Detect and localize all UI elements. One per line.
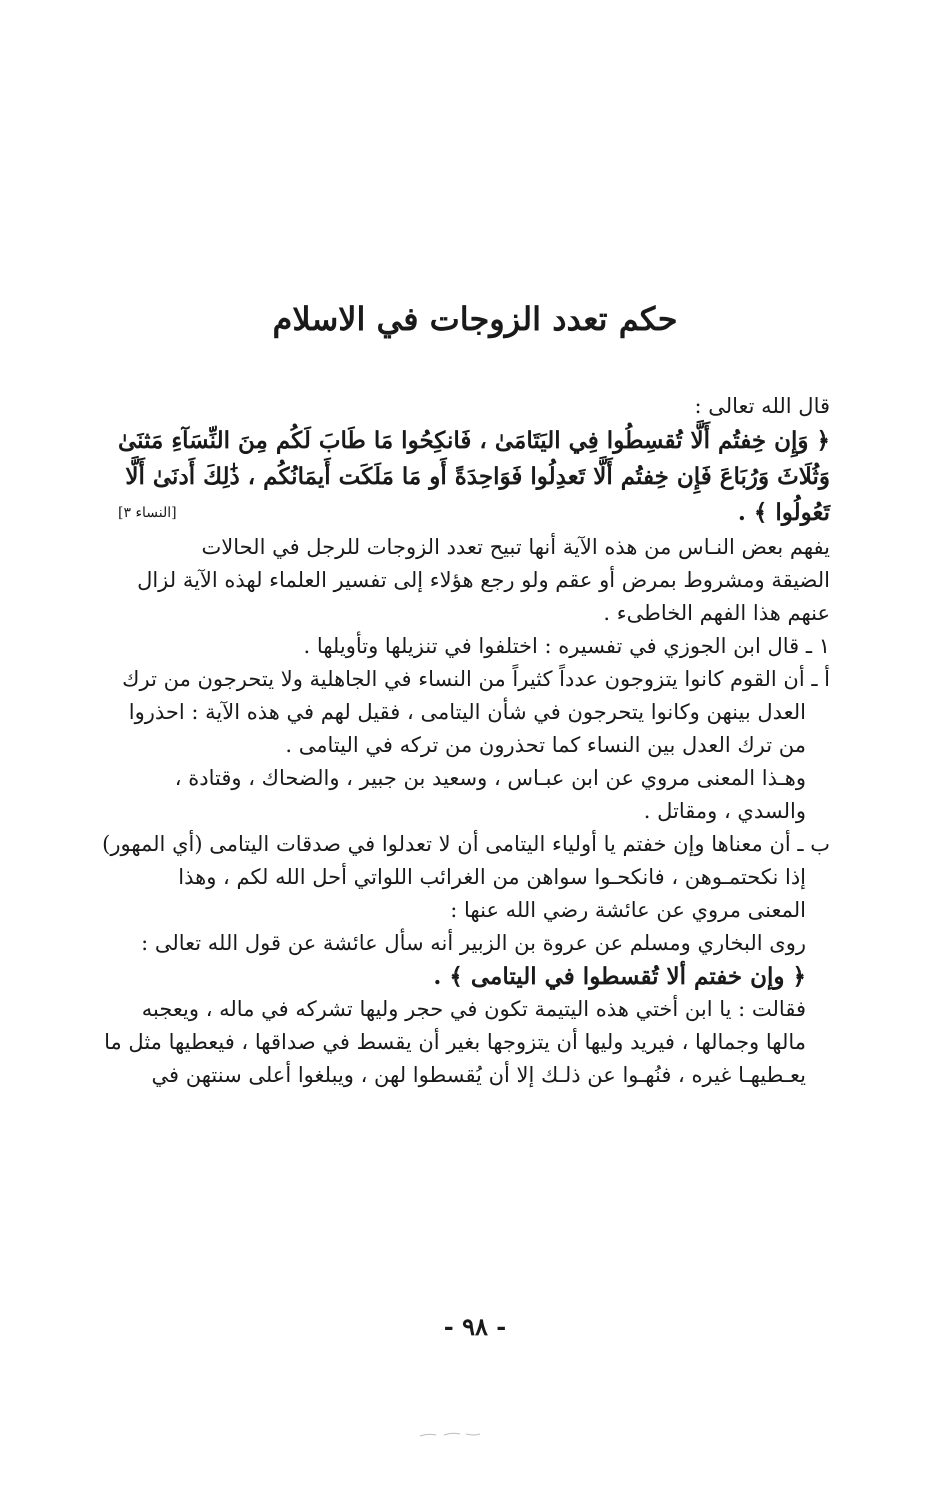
paragraph1-line-2: الضيقة ومشروط بمرض أو عقم ولو رجع هؤلاء إلى تفسير العلماء لهذه الآية لزال (137, 568, 830, 592)
page-body (102, 390, 830, 1092)
intro-line: قال الله تعالى : (694, 394, 830, 418)
verse2-line: ﴿ وإن خفتم ألا تُقسطوا في اليتامى ﴾ . (433, 963, 806, 990)
page-number: - ٩٨ - (443, 1312, 507, 1341)
paragraph1-line-3: عنهم هذا الفهم الخاطىء . (603, 601, 830, 625)
point-b-line-3: المعنى مروي عن عائشة رضي الله عنها : (450, 898, 806, 922)
point-b-line-4: روى البخاري ومسلم عن عروة بن الزبير أنه سأل عائشة عن قول الله تعالى : (141, 931, 806, 955)
page-title: حكم تعدد الزوجات في الاسلام (272, 300, 678, 338)
verse-reference: [النساء ٣] (118, 505, 177, 521)
verse-line-2: وَثُلَاثَ وَرُبَاعَ فَإِن خِفتُم أَلَّا تَعدِلُوا فَوَاحِدَةً أَو مَا مَلَكَت أَيمَانُكُم ، ذَٰلِكَ أَدنَىٰ أَلَّا (125, 463, 830, 490)
verse-ending: تَعُولُوا ﴾ . (737, 499, 830, 526)
aisha-line-1: فقالت : يا ابن أختي هذه اليتيمة تكون في حجر وليها تشركه في ماله ، ويعجبه (141, 997, 806, 1021)
point-a-line-3: من ترك العدل بين النساء كما تحذرون من تركه في اليتامى . (285, 733, 806, 757)
paragraph1-line-1: يفهم بعض النـاس من هذه الآية أنها تبيح تعدد الزوجات للرجل في الحالات (201, 535, 830, 559)
verse-line-1: ﴿ وَإِن خِفتُم أَلَّا تُقسِطُوا فِي اليَتَامَىٰ ، فَانكِحُوا مَا طَابَ لَكُم مِنَ النِّسَآءِ مَثنَىٰ (117, 427, 830, 454)
scan-smudge (418, 1432, 482, 1438)
point-a-line-5: والسدي ، ومقاتل . (643, 799, 806, 823)
point-a-line-2: العدل بينهن وكانوا يتحرجون في شأن اليتامى ، فقيل لهم في هذه الآية : احذروا (128, 700, 806, 724)
verse-line-3 (118, 495, 830, 531)
point-a-line-1: أ ـ أن القوم كانوا يتزوجون عدداً كثيراً من النساء في الجاهلية ولا يتحرجون من ترك (122, 667, 830, 691)
aisha-line-2: مالها وجمالها ، فيريد وليها أن يتزوجها بغير أن يقسط في صداقها ، فيعطيها مثل ما (104, 1030, 806, 1054)
point-a-line-4: وهـذا المعنى مروي عن ابن عبـاس ، وسعيد بن جبير ، والضحاك ، وقتادة ، (174, 766, 806, 790)
point-b-line-1: ب ـ أن معناها وإن خفتم يا أولياء اليتامى أن لا تعدلوا في صدقات اليتامى (أي المهور) (102, 832, 830, 856)
point1-line: ١ ـ قال ابن الجوزي في تفسيره : اختلفوا في تنزيلها وتأويلها . (303, 634, 830, 658)
aisha-line-3: يعـطيهـا غيره ، فنُهـوا عن ذلـك إلا أن يُقسطوا لهن ، ويبلغوا أعلى سنتهن في (151, 1063, 806, 1087)
point-b-line-2: إذا نكحتمـوهن ، فانكحـوا سواهن من الغرائب اللواتي أحل الله لكم ، وهذا (178, 865, 806, 889)
